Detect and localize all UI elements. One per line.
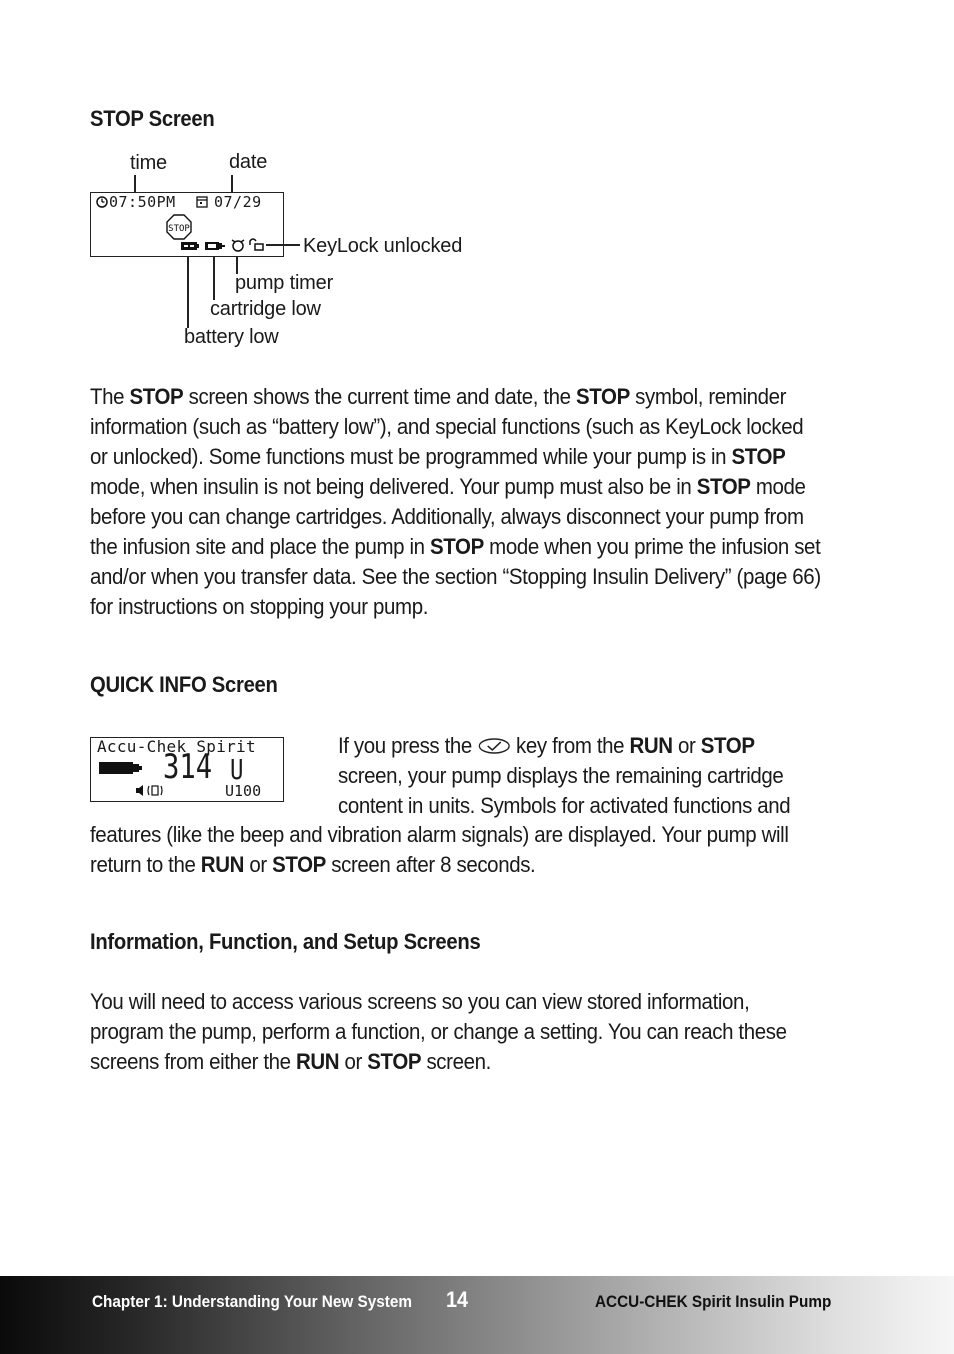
stop-screen-paragraph <box>90 382 825 622</box>
bold-term: RUN <box>200 852 245 877</box>
date-label: date <box>229 151 268 173</box>
bold-term: RUN <box>295 1049 340 1074</box>
quick-info-lcd-display <box>90 737 284 802</box>
stop-lcd-display <box>90 192 284 257</box>
pump-timer-icon <box>232 240 244 251</box>
lcd-unit: U <box>230 753 244 786</box>
cartridge-low-icon <box>205 242 225 250</box>
footer-band <box>0 1276 954 1354</box>
pump-timer-label: pump timer <box>235 272 334 294</box>
text-run: features (like the beep and vibration alarm signals) are displayed. Your pump will return to the <box>90 822 789 877</box>
text-run: key from the <box>510 733 630 758</box>
text-run: You will need to access various screens so you can view stored information, program the pump, perform a function, or change a setting. You can reach these screens from either the <box>90 989 787 1074</box>
text-run: screen after 8 seconds. <box>325 852 536 877</box>
text-run: mode before you can change cartridges. Additionally, always disconnect your pump from the infusion site and place the pump in <box>90 474 806 559</box>
lcd-amount: 314 <box>163 747 213 787</box>
bold-term: STOP <box>129 384 184 409</box>
bold-term: STOP <box>700 733 755 758</box>
keylock-unlocked-icon <box>250 239 263 250</box>
battery-low-label: battery low <box>184 326 279 348</box>
battery-low-icon <box>181 242 199 250</box>
clock-icon <box>97 197 107 207</box>
info-screens-paragraph <box>90 987 825 1077</box>
info-screens-heading: Information, Function, and Setup Screens <box>90 929 481 954</box>
text-run: or <box>244 852 273 877</box>
stop-symbol-icon <box>167 215 191 239</box>
stop-symbol-text: STOP <box>168 224 190 234</box>
keylock-label: KeyLock unlocked <box>303 235 463 257</box>
bold-term: STOP <box>731 444 786 469</box>
lcd-time: 07:50PM <box>109 193 176 211</box>
stop-screen-heading: STOP Screen <box>90 106 215 131</box>
lcd-pump-title: Accu-Chek Spirit <box>97 737 256 756</box>
bold-term: STOP <box>575 384 630 409</box>
bold-term: RUN <box>629 733 673 758</box>
footer-chapter: Chapter 1: Understanding Your New System <box>92 1292 412 1311</box>
bold-term: STOP <box>272 852 326 877</box>
check-key-icon <box>477 737 510 755</box>
lcd-concentration: U100 <box>225 782 262 800</box>
quick-info-paragraph-continued <box>90 820 825 880</box>
calendar-icon <box>197 197 207 207</box>
text-run: The <box>90 384 130 409</box>
bold-term: STOP <box>430 534 484 559</box>
vibration-icon <box>148 786 162 795</box>
footer-product: ACCU-CHEK Spirit Insulin Pump <box>595 1292 832 1311</box>
bold-term: STOP <box>696 474 751 499</box>
quick-info-intro: If you press the <box>338 733 472 758</box>
text-run: screen, your pump displays the remaining cartridge content in units. Symbols for activated functions and <box>338 763 791 818</box>
lcd-date: 07/29 <box>214 193 262 211</box>
bold-term: STOP <box>367 1049 422 1074</box>
quick-info-heading: QUICK INFO Screen <box>90 672 278 697</box>
text-run: or <box>672 733 701 758</box>
text-run: screen. <box>421 1049 491 1074</box>
quick-info-paragraph <box>338 731 812 821</box>
footer-page-number: 14 <box>446 1287 469 1312</box>
text-run: mode when you prime the infusion set and/or when you transfer data. See the section “Stopping Insulin Delivery” (page 66) for instructions on stopping your pump. <box>90 534 821 619</box>
cartridge-low-label: cartridge low <box>210 298 321 320</box>
text-run: mode, when insulin is not being delivered. Your pump must also be in <box>90 474 697 499</box>
text-run: screen shows the current time and date, the <box>183 384 576 409</box>
cartridge-icon <box>99 762 142 774</box>
text-run: or <box>339 1049 368 1074</box>
beep-speaker-icon <box>136 785 143 796</box>
text-run: symbol, reminder information (such as “battery low”), and special functions (such as KeyLock locked or unlocked). Some functions must be programmed while your pump is in <box>90 384 804 469</box>
time-label: time <box>130 152 167 174</box>
